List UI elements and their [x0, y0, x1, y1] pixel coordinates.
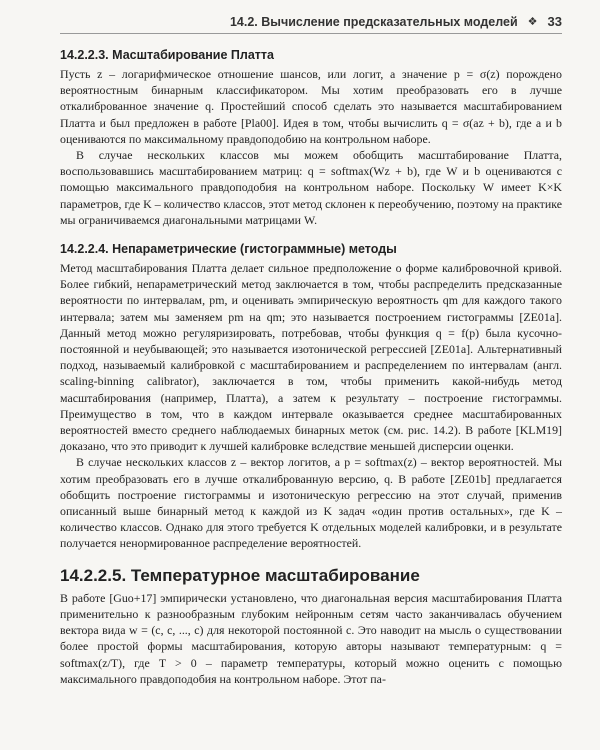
running-header: [60, 14, 562, 34]
paragraph: Пусть z – логарифмическое отношение шансов, или логит, а значение p = σ(z) порождено вероятностным бинарным классификатором. Мы хотим преобразовать его в лучше откалиброванное значение q. Простейший способ сделать это называется масштабированием Платта и был предложен в работе [Pla00]. Идея в том, чтобы вычислить q = σ(az + b), где a и b оцениваются по максимальному правдоподобию на контрольном наборе.: [60, 67, 562, 146]
section-heading-nonparametric: 14.2.2.4. Непараметрические (гистограммные) методы: [60, 242, 397, 257]
paragraph: Метод масштабирования Платта делает сильное предположение о форме калибровочной кривой. Более гибкий, непараметрический метод заключается в том, чтобы распределить предсказанные вероятности по интервалам, pm, и оценивать эмпирическую вероятность qm для каждого такого интервала; затем мы заменяем pm на qm; это называется построением гистограммы [ZE01a]. Данный метод можно регуляризировать, потребовав, чтобы функция q = f(p) была кусочно-постоянной и неубывающей; это называется изотонической регрессией [ZE01a]. Альтернативный подход, называемый калибровкой с масштабированием и распределением по интервалам (англ. scaling-binning calibrator), заключается в том, чтобы применить какой-нибудь метод масштабирования (например, Платта), а затем к результату – построение гистограммы. Преимущество в том, что в каждом интервале оказывается среднее масштабированных вероятностей вместо среднего наблюдаемых бинарных меток (см. рис. 14.2). В работе [KLM19] доказано, что это приводит к лучшей калибровке вследствие меньшей дисперсии оценки.: [60, 261, 562, 454]
diamond-icon: ❖: [527, 16, 538, 28]
paragraph: В случае нескольких классов z – вектор логитов, а p = softmax(z) – вектор вероятностей. Мы хотим преобразовать его в лучше откалиброванную версию, q. В работе [ZE01b] предлагается обобщить построение гистограммы и изотоническую регрессию на этот случай, применив описанный выше бинарный метод к каждой из K задач «один против остальных», где K – количество классов. Однако для этого требуется K отдельных моделей калибровки, и в результате получается ненормированное распределение вероятностей.: [60, 455, 562, 551]
paragraph: В работе [Guo+17] эмпирически установлено, что диагональная версия масштабирования Платта применительно к разнообразным глубоким нейронным сетям часто заканчивалась обучением вектора вида w = (c, c, ..., c) для некоторой постоянной c. Это наводит на мысль о существовании более простой формы масштабирования, которую авторы называют температурным: q = softmax(z/T), где T > 0 – параметр температуры, который можно оценить с помощью максимального правдоподобия на контрольном наборе. Этот па-: [60, 590, 562, 686]
running-title: 14.2. Вычисление предсказательных моделей: [229, 14, 518, 29]
page-number: 33: [547, 14, 562, 29]
section-heading-platt: 14.2.2.3. Масштабирование Платта: [60, 48, 274, 62]
section-heading-temperature: 14.2.2.5. Температурное масштабирование: [60, 565, 420, 585]
paragraph: В случае нескольких классов мы можем обобщить масштабирование Платта, воспользовавшись масштабированием матриц: q = softmax(Wz + b), где W и b оцениваются с помощью максимального правдоподобия на контрольном наборе. Поскольку W имеет K×K параметров, где K – количество классов, этот метод склонен к переобучению, поэтому на практике мы ограничиваемся диагональными матрицами W.: [60, 148, 562, 227]
